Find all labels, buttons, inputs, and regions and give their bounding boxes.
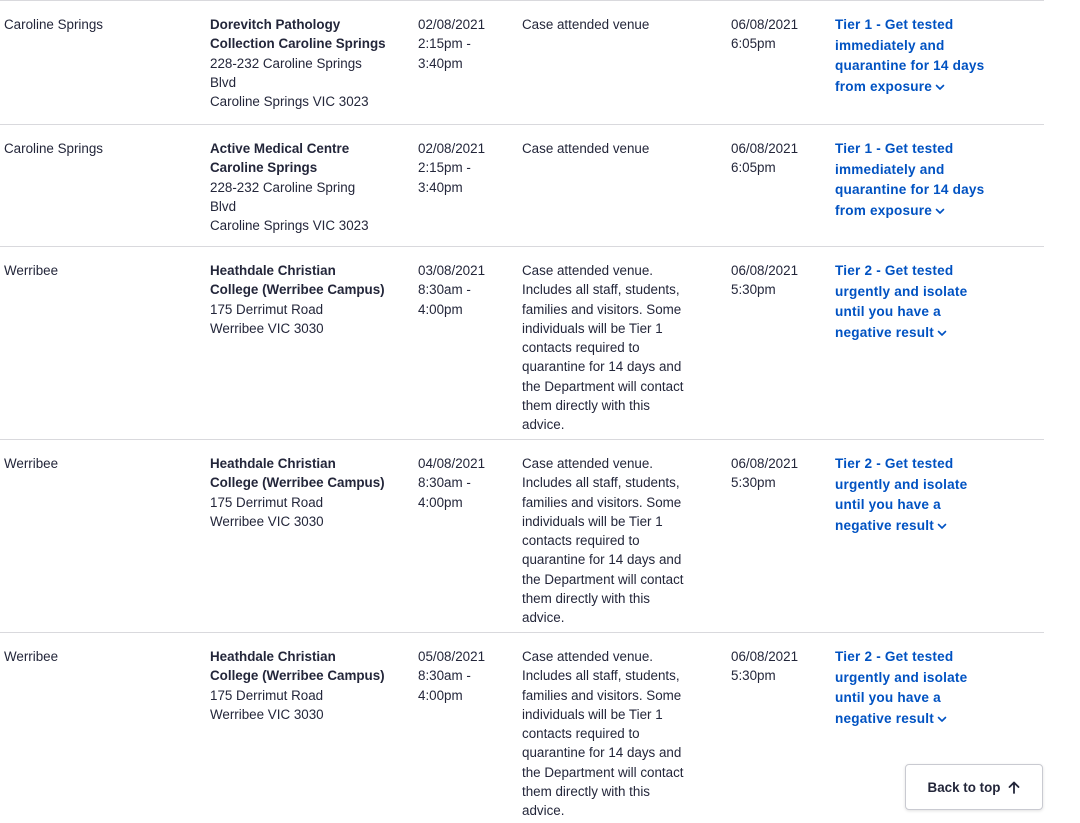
notes-line: families and visitors. Some — [522, 301, 682, 317]
added-time-line: 6:05pm — [731, 36, 776, 52]
notes-line: Case attended venue. — [522, 456, 654, 471]
health-advice-line — [835, 56, 1025, 77]
health-advice-text: negative result — [835, 324, 934, 340]
notes-line: Case attended venue. — [522, 263, 654, 278]
health-advice-text: from exposure — [835, 78, 933, 94]
exposure-period-cell — [418, 647, 510, 705]
health-advice-text: Tier 1 - Get tested — [835, 17, 954, 32]
site-address-line: 228-232 Caroline Springs — [210, 55, 362, 71]
suburb-cell: Werribee — [4, 649, 59, 664]
site-name-line: College (Werribee Campus) — [210, 668, 385, 684]
added-time-cell — [731, 454, 827, 493]
site-name-line: Caroline Springs — [210, 160, 318, 176]
notes-line: the Department will contact — [522, 571, 684, 587]
chevron-down-icon — [937, 521, 947, 531]
exposure-period-cell — [418, 139, 510, 197]
added-time-line: 06/08/2021 — [731, 263, 799, 278]
health-advice-text: quarantine for 14 days — [835, 58, 985, 74]
notes-line: contacts required to — [522, 533, 640, 549]
site-cell — [210, 261, 405, 338]
table-row — [0, 247, 1044, 440]
health-advice-line — [835, 180, 1025, 201]
health-advice-text: urgently and isolate — [835, 283, 968, 299]
exposure-period-line: 4:00pm — [418, 301, 463, 317]
site-address-line: 175 Derrimut Road — [210, 494, 324, 510]
health-advice-line — [835, 516, 1025, 537]
health-advice-line — [835, 688, 1025, 709]
notes-cell — [522, 647, 718, 821]
health-advice-text: until you have a — [835, 690, 941, 706]
added-time-line: 6:05pm — [731, 160, 776, 176]
health-advice-line — [835, 454, 1025, 475]
exposure-period-line: 8:30am - — [418, 668, 471, 684]
site-name-line: Active Medical Centre — [210, 141, 350, 156]
health-advice-text: urgently and isolate — [835, 476, 968, 492]
health-advice-text: Tier 2 - Get tested — [835, 263, 954, 278]
site-address-line: 175 Derrimut Road — [210, 687, 324, 703]
added-time-line: 06/08/2021 — [731, 456, 799, 471]
exposure-period-cell — [418, 454, 510, 512]
notes-line: the Department will contact — [522, 764, 684, 780]
site-cell — [210, 647, 405, 724]
site-address-line: Werribee VIC 3030 — [210, 706, 324, 722]
suburb-cell: Caroline Springs — [4, 141, 103, 156]
notes-line: advice. — [522, 803, 565, 819]
health-advice-line — [835, 282, 1025, 303]
health-advice-text: negative result — [835, 517, 934, 533]
notes-line: Case attended venue. — [522, 649, 654, 664]
exposure-period-cell — [418, 15, 510, 73]
health-advice-line — [835, 160, 1025, 181]
health-advice-text: immediately and — [835, 37, 945, 53]
added-time-line: 5:30pm — [731, 282, 776, 298]
notes-line: them directly with this — [522, 398, 650, 414]
health-advice-link[interactable] — [835, 647, 1025, 729]
notes-line: contacts required to — [522, 340, 640, 356]
site-address-line: Werribee VIC 3030 — [210, 513, 324, 529]
notes-line: individuals will be Tier 1 — [522, 513, 663, 529]
notes-line: Includes all staff, students, — [522, 475, 680, 491]
health-advice-text: negative result — [835, 710, 934, 726]
exposure-period-line: 03/08/2021 — [418, 263, 486, 278]
health-advice-line — [835, 201, 1025, 222]
chevron-down-icon — [935, 206, 945, 216]
notes-line: them directly with this — [522, 784, 650, 800]
notes-line: contacts required to — [522, 726, 640, 742]
notes-line: the Department will contact — [522, 378, 684, 394]
notes-line: advice. — [522, 417, 565, 433]
health-advice-line — [835, 668, 1025, 689]
exposure-period-line: 02/08/2021 — [418, 141, 486, 156]
exposure-period-line: 05/08/2021 — [418, 649, 486, 664]
site-name-line: College (Werribee Campus) — [210, 475, 385, 491]
health-advice-link[interactable] — [835, 15, 1025, 97]
health-advice-text: Tier 1 - Get tested — [835, 141, 954, 156]
chevron-down-icon — [935, 82, 945, 92]
exposure-period-line: 02/08/2021 — [418, 17, 486, 32]
health-advice-line — [835, 77, 1025, 98]
notes-cell — [522, 454, 718, 628]
site-name-line: Heathdale Christian — [210, 263, 336, 278]
site-address-line: Blvd — [210, 198, 237, 214]
health-advice-link[interactable] — [835, 139, 1025, 221]
back-to-top-label: Back to top — [927, 779, 1001, 795]
back-to-top-button[interactable] — [905, 764, 1043, 810]
added-time-line: 06/08/2021 — [731, 17, 799, 32]
health-advice-line — [835, 302, 1025, 323]
notes-line: quarantine for 14 days and — [522, 552, 682, 568]
health-advice-text: Tier 2 - Get tested — [835, 456, 954, 471]
added-time-cell — [731, 15, 827, 54]
site-name-line: Collection Caroline Springs — [210, 36, 386, 52]
notes-cell — [522, 15, 718, 34]
exposure-period-line: 8:30am - — [418, 475, 471, 491]
exposure-period-line: 04/08/2021 — [418, 456, 486, 471]
health-advice-text: Tier 2 - Get tested — [835, 649, 954, 664]
added-time-line: 06/08/2021 — [731, 649, 799, 664]
health-advice-text: from exposure — [835, 202, 933, 218]
notes-line: families and visitors. Some — [522, 494, 682, 510]
notes-line: individuals will be Tier 1 — [522, 320, 663, 336]
notes-line: Case attended venue — [522, 17, 650, 32]
arrow-up-icon — [1008, 781, 1020, 794]
health-advice-line — [835, 647, 1025, 668]
exposure-period-cell — [418, 261, 510, 319]
health-advice-line — [835, 15, 1025, 36]
site-cell — [210, 139, 405, 235]
exposure-period-line: 8:30am - — [418, 282, 471, 298]
site-cell — [210, 454, 405, 531]
exposure-period-line: 4:00pm — [418, 494, 463, 510]
site-name-line: College (Werribee Campus) — [210, 282, 385, 298]
health-advice-line — [835, 261, 1025, 282]
health-advice-line — [835, 139, 1025, 160]
notes-cell — [522, 139, 718, 158]
notes-line: Includes all staff, students, — [522, 668, 680, 684]
exposure-period-line: 2:15pm - — [418, 160, 471, 176]
health-advice-text: immediately and — [835, 161, 945, 177]
chevron-down-icon — [937, 328, 947, 338]
health-advice-line — [835, 36, 1025, 57]
health-advice-text: until you have a — [835, 497, 941, 513]
health-advice-text: urgently and isolate — [835, 669, 968, 685]
site-address-line: Caroline Springs VIC 3023 — [210, 218, 369, 234]
health-advice-text: until you have a — [835, 304, 941, 320]
site-address-line: Werribee VIC 3030 — [210, 320, 324, 336]
notes-line: families and visitors. Some — [522, 687, 682, 703]
site-name-line: Dorevitch Pathology — [210, 17, 341, 32]
table-row — [0, 440, 1044, 633]
added-time-cell — [731, 139, 827, 178]
chevron-down-icon — [937, 714, 947, 724]
suburb-cell: Werribee — [4, 456, 59, 471]
added-time-cell — [731, 261, 827, 300]
notes-line: Includes all staff, students, — [522, 282, 680, 298]
site-name-line: Heathdale Christian — [210, 456, 336, 471]
exposure-period-line: 3:40pm — [418, 55, 463, 71]
exposure-period-line: 2:15pm - — [418, 36, 471, 52]
exposure-period-line: 3:40pm — [418, 179, 463, 195]
added-time-line: 5:30pm — [731, 475, 776, 491]
notes-line: advice. — [522, 610, 565, 626]
health-advice-line — [835, 323, 1025, 344]
added-time-line: 06/08/2021 — [731, 141, 799, 156]
health-advice-link[interactable] — [835, 454, 1025, 536]
added-time-line: 5:30pm — [731, 668, 776, 684]
notes-line: individuals will be Tier 1 — [522, 706, 663, 722]
notes-line: quarantine for 14 days and — [522, 359, 682, 375]
exposure-period-line: 4:00pm — [418, 687, 463, 703]
health-advice-line — [835, 475, 1025, 496]
table-row — [0, 125, 1044, 247]
site-address-line: 175 Derrimut Road — [210, 301, 324, 317]
health-advice-text: quarantine for 14 days — [835, 182, 985, 198]
site-address-line: Blvd — [210, 74, 237, 90]
health-advice-line — [835, 709, 1025, 730]
site-cell — [210, 15, 405, 111]
added-time-cell — [731, 647, 827, 686]
suburb-cell: Werribee — [4, 263, 59, 278]
health-advice-line — [835, 495, 1025, 516]
table-row — [0, 0, 1044, 125]
site-address-line: Caroline Springs VIC 3023 — [210, 94, 369, 110]
notes-line: them directly with this — [522, 591, 650, 607]
notes-line: Case attended venue — [522, 141, 650, 156]
health-advice-link[interactable] — [835, 261, 1025, 343]
site-name-line: Heathdale Christian — [210, 649, 336, 664]
site-address-line: 228-232 Caroline Spring — [210, 179, 356, 195]
suburb-cell: Caroline Springs — [4, 17, 103, 32]
notes-cell — [522, 261, 718, 435]
table-row — [0, 633, 1044, 823]
notes-line: quarantine for 14 days and — [522, 745, 682, 761]
